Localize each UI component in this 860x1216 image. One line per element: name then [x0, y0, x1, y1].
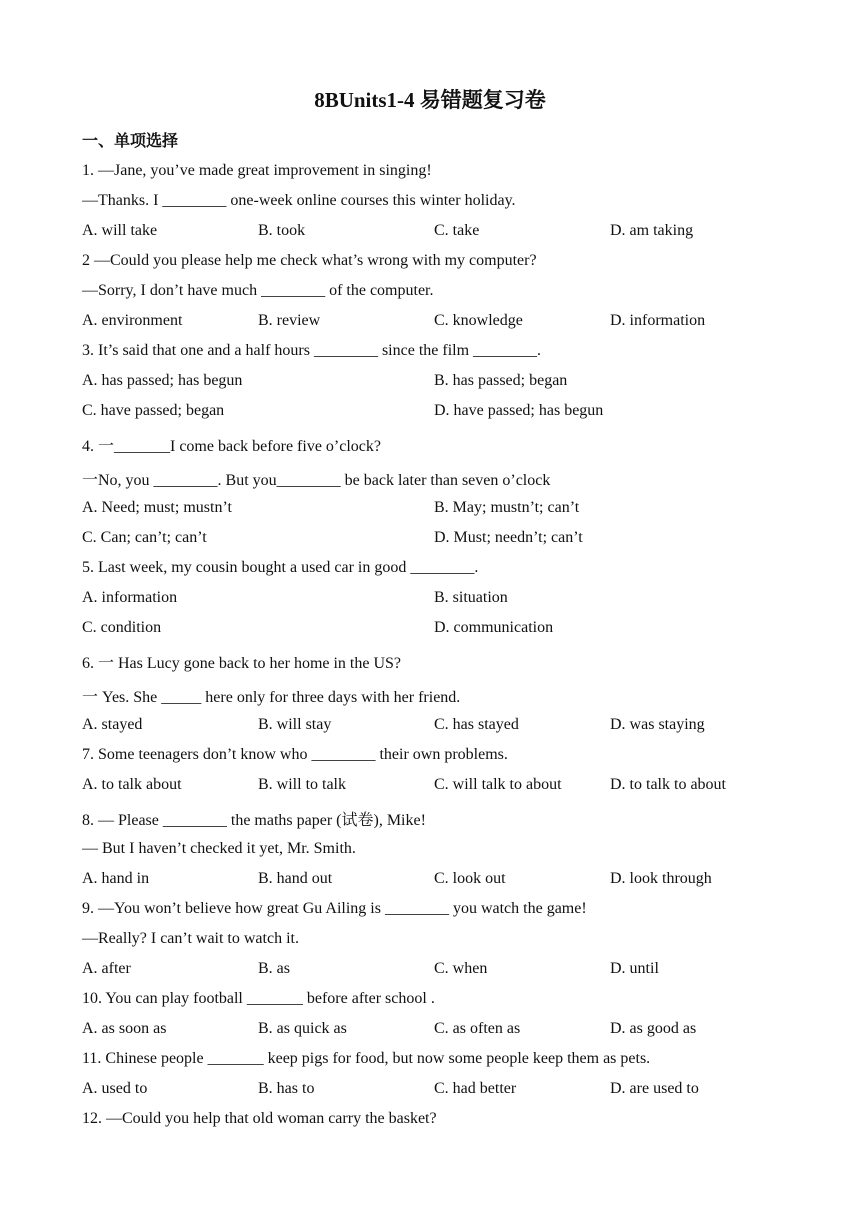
- question-2-option-b: B. review: [258, 312, 321, 329]
- question-7-stem: 7. Some teenagers don’t know who ________ their own problems.: [82, 746, 508, 763]
- question-3-option-a: A. has passed; has begun: [82, 372, 243, 389]
- question-11-option-b: B. has to: [258, 1080, 315, 1097]
- question-7-option-b: B. will to talk: [258, 776, 346, 793]
- question-10-option-a: A. as soon as: [82, 1020, 167, 1037]
- question-10-option-c: C. as often as: [434, 1020, 521, 1037]
- question-3-option-b: B. has passed; began: [434, 372, 568, 389]
- question-2-response: —Sorry, I don’t have much ________ of the computer.: [82, 282, 434, 299]
- question-11-option-a: A. used to: [82, 1080, 148, 1097]
- question-9-option-d: D. until: [610, 960, 659, 977]
- question-2-option-a: A. environment: [82, 312, 183, 329]
- section-heading: 一、单项选择: [82, 131, 179, 150]
- question-1-option-c: C. take: [434, 222, 480, 239]
- question-5-option-b: B. situation: [434, 589, 508, 606]
- question-4-option-c: C. Can; can’t; can’t: [82, 529, 207, 546]
- question-8-stem: 8. — Please ________ the maths paper (试卷), Mike!: [82, 812, 426, 829]
- question-3-option-c: C. have passed; began: [82, 402, 225, 419]
- question-8-option-a: A. hand in: [82, 870, 150, 887]
- question-2-option-d: D. information: [610, 312, 706, 329]
- question-6-option-c: C. has stayed: [434, 716, 519, 733]
- question-4-option-a: A. Need; must; mustn’t: [82, 499, 232, 516]
- question-11-option-d: D. are used to: [610, 1080, 699, 1097]
- question-9-response: —Really? I can’t wait to watch it.: [82, 930, 299, 947]
- question-1-stem: 1. —Jane, you’ve made great improvement in singing!: [82, 162, 432, 179]
- page-title: 8BUnits1-4 易错题复习卷: [314, 88, 546, 112]
- question-8-option-c: C. look out: [434, 870, 506, 887]
- question-9-stem: 9. —You won’t believe how great Gu Ailing is ________ you watch the game!: [82, 900, 587, 917]
- question-7-option-a: A. to talk about: [82, 776, 182, 793]
- question-8-option-b: B. hand out: [258, 870, 333, 887]
- question-9-option-c: C. when: [434, 960, 488, 977]
- question-3-option-d: D. have passed; has begun: [434, 402, 604, 419]
- question-3-stem: 3. It’s said that one and a half hours ________ since the film ________.: [82, 342, 542, 359]
- question-10-option-b: B. as quick as: [258, 1020, 347, 1037]
- question-1-option-b: B. took: [258, 222, 306, 239]
- question-6-stem: 6. 一 Has Lucy gone back to her home in the US?: [82, 655, 402, 672]
- question-8-response: — But I haven’t checked it yet, Mr. Smith.: [82, 840, 356, 857]
- question-8-option-d: D. look through: [610, 870, 712, 887]
- question-1-response: —Thanks. I ________ one-week online courses this winter holiday.: [82, 192, 516, 209]
- question-9-option-b: B. as: [258, 960, 290, 977]
- question-9-option-a: A. after: [82, 960, 131, 977]
- question-5-option-c: C. condition: [82, 619, 162, 636]
- question-1-option-d: D. am taking: [610, 222, 694, 239]
- question-5-option-d: D. communication: [434, 619, 554, 636]
- question-11-option-c: C. had better: [434, 1080, 517, 1097]
- question-4-stem: 4. 一_______I come back before five o’clock?: [82, 438, 381, 455]
- question-10-stem: 10. You can play football _______ before after school .: [82, 990, 435, 1007]
- question-7-option-d: D. to talk to about: [610, 776, 726, 793]
- question-7-option-c: C. will talk to about: [434, 776, 562, 793]
- question-11-stem: 11. Chinese people _______ keep pigs for food, but now some people keep them as pets.: [82, 1050, 651, 1067]
- question-4-response: 一No, you ________. But you________ be back later than seven o’clock: [82, 472, 551, 489]
- question-2-stem: 2 —Could you please help me check what’s wrong with my computer?: [82, 252, 537, 269]
- question-6-response: 一 Yes. She _____ here only for three days with her friend.: [82, 689, 461, 706]
- question-6-option-d: D. was staying: [610, 716, 705, 733]
- question-6-option-b: B. will stay: [258, 716, 332, 733]
- question-5-option-a: A. information: [82, 589, 178, 606]
- question-10-option-d: D. as good as: [610, 1020, 697, 1037]
- question-5-stem: 5. Last week, my cousin bought a used car in good ________.: [82, 559, 479, 576]
- question-1-option-a: A. will take: [82, 222, 158, 239]
- question-12-stem: 12. —Could you help that old woman carry the basket?: [82, 1110, 437, 1127]
- question-2-option-c: C. knowledge: [434, 312, 523, 329]
- question-4-option-d: D. Must; needn’t; can’t: [434, 529, 583, 546]
- question-6-option-a: A. stayed: [82, 716, 143, 733]
- question-4-option-b: B. May; mustn’t; can’t: [434, 499, 580, 516]
